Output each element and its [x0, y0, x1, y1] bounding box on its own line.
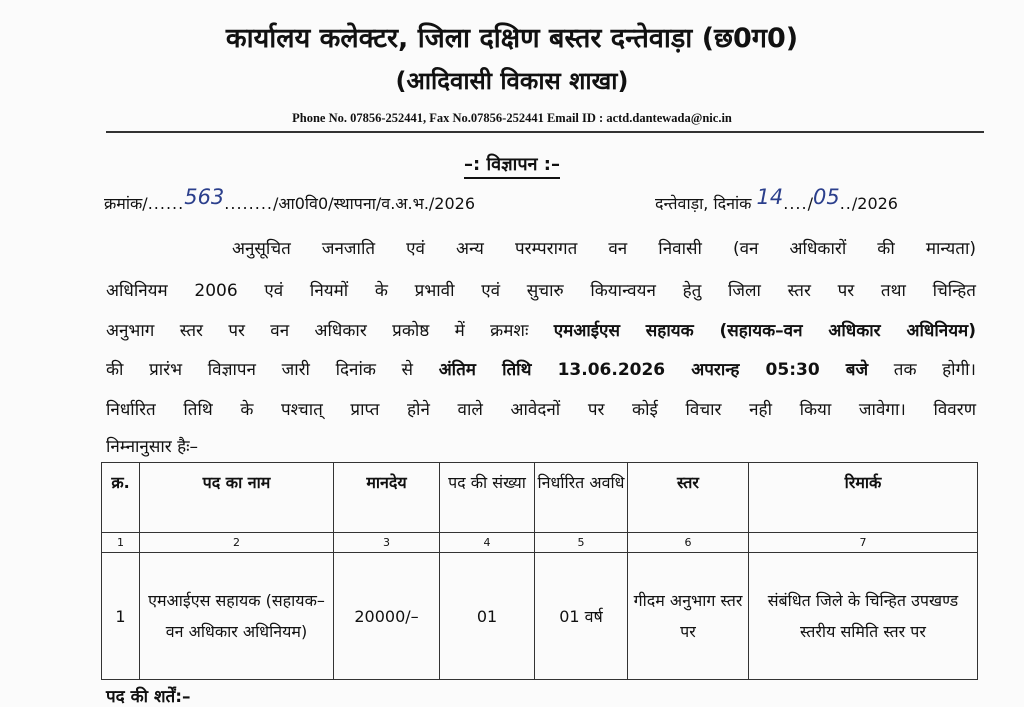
header-divider — [106, 131, 984, 133]
row-post-name: एमआईएस सहायक (सहायक–वन अधिकार अधिनियम) — [140, 553, 334, 680]
vacancy-table — [101, 462, 978, 680]
handwritten-day: 14 — [756, 185, 784, 209]
office-title: कार्यालय कलेक्टर, जिला दक्षिण बस्तर दन्तेवाड़ा (छ0ग0) — [225, 23, 799, 54]
row-duration: 01 वर्ष — [535, 553, 628, 680]
date-line: दन्तेवाड़ा, दिनांक 14..../05../2026 — [655, 185, 898, 213]
column-number: 3 — [334, 533, 440, 553]
body-line-3: अनुभाग स्तर पर वन अधिकार प्रकोष्ठ में क्रमशः एमआईएस सहायक (सहायक–वन अधिकार अधिनियम) — [106, 321, 976, 341]
contact-line: Phone No. 07856-252441, Fax No.07856-252441 Email ID : actd.dantewada@nic.in — [292, 111, 732, 125]
notice-title: –: विज्ञापन :– — [0, 152, 1024, 176]
branch-title: (आदिवासी विकास शाखा) — [395, 67, 629, 95]
body-line-1: अनुसूचित जनजाति एवं अन्य परम्परागत वन निवासी (वन अधिकारों की मान्यता) — [232, 239, 976, 259]
header-level: स्तर — [628, 463, 749, 533]
header-post-name: पद का नाम — [140, 463, 334, 533]
header-duration: निर्धारित अवधि — [535, 463, 628, 533]
conditions-heading: पद की शर्तें:– — [106, 687, 191, 707]
reference-number-line: क्रमांक/......563......../आ0वि0/स्थापना/व.अ.भ./2026 — [104, 185, 476, 213]
row-post-count: 01 — [440, 553, 535, 680]
column-number: 4 — [440, 533, 535, 553]
header-honorarium: मानदेय — [334, 463, 440, 533]
handwritten-reference-number: 563 — [184, 185, 225, 209]
body-line-4: की प्रारंभ विज्ञापन जारी दिनांक से अंतिम तिथि 13.06.2026 अपरान्ह 05:30 बजे तक होगी। — [106, 360, 977, 380]
handwritten-month: 05 — [812, 185, 840, 209]
header-remark: रिमार्क — [749, 463, 978, 533]
header-sn: क्र. — [102, 463, 140, 533]
body-line-2: अधिनियम 2006 एवं नियमों के प्रभावी एवं सुचारु कियान्वयन हेतु जिला स्तर पर तथा चिन्हित — [106, 281, 976, 301]
column-number: 6 — [628, 533, 749, 553]
column-number: 2 — [140, 533, 334, 553]
row-honorarium: 20000/– — [334, 553, 440, 680]
column-number: 7 — [749, 533, 978, 553]
column-number: 5 — [535, 533, 628, 553]
row-level: गीदम अनुभाग स्तर पर — [628, 553, 749, 680]
body-line-6: निम्नानुसार हैः– — [106, 437, 199, 457]
row-sn: 1 — [102, 553, 140, 680]
header-post-count: पद की संख्या — [440, 463, 535, 533]
row-remark: संबंधित जिले के चिन्हित उपखण्ड स्तरीय समिति स्तर पर — [749, 553, 978, 680]
column-number: 1 — [102, 533, 140, 553]
body-line-5: निर्धारित तिथि के पश्चात् प्राप्त होने वाले आवेदनों पर कोई विचार नही किया जावेगा। विवरण — [106, 400, 976, 420]
